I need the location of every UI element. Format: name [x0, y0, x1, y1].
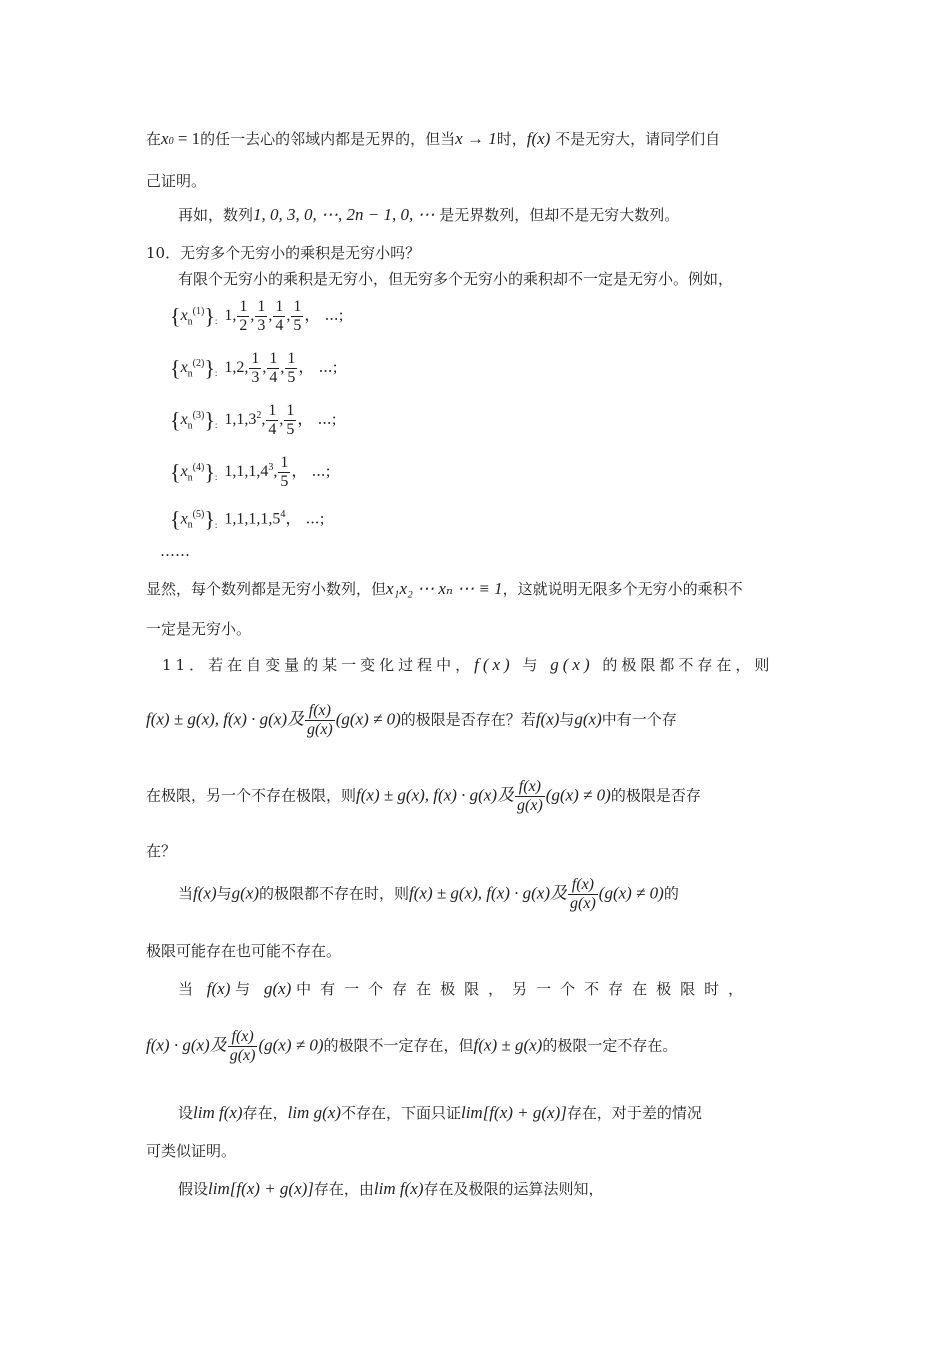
- paragraph-line: 假设lim[f(x) + g(x)]存在，由lim f(x)存在及极限的运算法则知，: [178, 1179, 604, 1198]
- sequence-1: $\{x_n^{(1)}\}_:$ 1, $\frac{1}{2}$ , $\frac{1}{3}$ , $\frac{1}{4}$ , $\frac{1}{5}$ ， ⋯;: [170, 298, 344, 334]
- formula-line: f(x) · g(x)及 $\frac{f(x)}{g(x)}$ (g(x) ≠ 0)的极限不一定存在，但f(x) ± g(x)的极限一定不存在。: [146, 1028, 678, 1064]
- sequence-3: $\{x_n^{(3)}\}_:$ 1,1,3$^2$, $\frac{1}{4}$ , $\frac{1}{5}$ ， ⋯;: [170, 402, 337, 438]
- sequence-2: $\{x_n^{(2)}\}_:$ 1,2, $\frac{1}{3}$ , $\frac{1}{4}$ , $\frac{1}{5}$ ， ⋯;: [170, 350, 338, 386]
- paragraph-line: [146, 128, 720, 153]
- paragraph-line: 当 f(x) 与 g(x) 中有一个存在极限，另一个不存在极限时，: [178, 979, 753, 998]
- formula-line: 当f(x)与g(x)的极限都不存在时，则f(x) ± g(x), f(x) · g(x)及 $\frac{f(x)}{g(x)}$ (g(x) ≠ 0)的: [178, 876, 679, 912]
- paragraph-line: 极限可能存在也可能不存在。: [146, 942, 342, 960]
- sequence-4: $\{x_n^{(4)}\}_:$ 1,1,1,4$^3$, $\frac{1}{5}$ ， ⋯;: [170, 454, 331, 490]
- math: x → 1: [455, 129, 497, 148]
- paragraph-line: 己证明。: [146, 172, 207, 190]
- sequence-5: $\{x_n^{(5)}\}_:$ 1,1,1,1,5$^4$， ⋯;: [170, 506, 325, 532]
- math: f(x): [526, 129, 551, 148]
- formula-line: 在极限，另一个不存在极限，则f(x) ± g(x), f(x) · g(x)及 $\frac{f(x)}{g(x)}$ (g(x) ≠ 0)的极限是否存: [146, 778, 701, 814]
- paragraph-line: 有限个无穷小的乘积是无穷小，但无穷多个无穷小的乘积却不一定是无穷小。例如，: [178, 270, 734, 288]
- question-title: 10．无穷多个无穷小的乘积是无穷小吗？: [146, 244, 421, 262]
- text: 时，: [496, 130, 527, 148]
- paragraph-line: 显然，每个数列都是无穷小数列，但x₁x₂ ⋯ xₙ ⋯ ≡ 1，这就说明无限多个无穷小的乘积不: [146, 579, 743, 598]
- math: x: [161, 129, 169, 148]
- ellipsis: ……: [160, 542, 190, 560]
- math: = 1: [173, 129, 201, 148]
- paragraph-line: 在？: [146, 842, 177, 860]
- text: 在: [146, 130, 162, 148]
- paragraph-line: 设lim f(x)存在，lim g(x)不存在，下面只证lim[f(x) + g(x)]存在，对于差的情况: [178, 1103, 702, 1122]
- paragraph-line: [178, 204, 679, 226]
- text: 再如，数列: [178, 206, 254, 224]
- text: 不是无穷大，请同学们自: [555, 130, 721, 148]
- math-subscript: 0: [168, 136, 174, 147]
- paragraph-line: 一定是无穷小。: [146, 620, 252, 638]
- text: 的任一去心的邻域内都是无界的，但当: [200, 130, 456, 148]
- formula-line: f(x) ± g(x), f(x) · g(x)及 $\frac{f(x)}{g(x)}$ (g(x) ≠ 0)的极限是否存在？若f(x)与g(x)中有一个存: [146, 702, 677, 738]
- math: 1, 0, 3, 0, ⋯, 2n − 1, 0, ⋯: [253, 205, 435, 224]
- paragraph-line: 可类似证明。: [146, 1142, 237, 1160]
- text: 是无界数列，但却不是无穷大数列。: [439, 206, 680, 224]
- question-title: 11．若在自变量的某一变化过程中，f(x) 与 g(x) 的极限都不存在，则: [162, 655, 774, 674]
